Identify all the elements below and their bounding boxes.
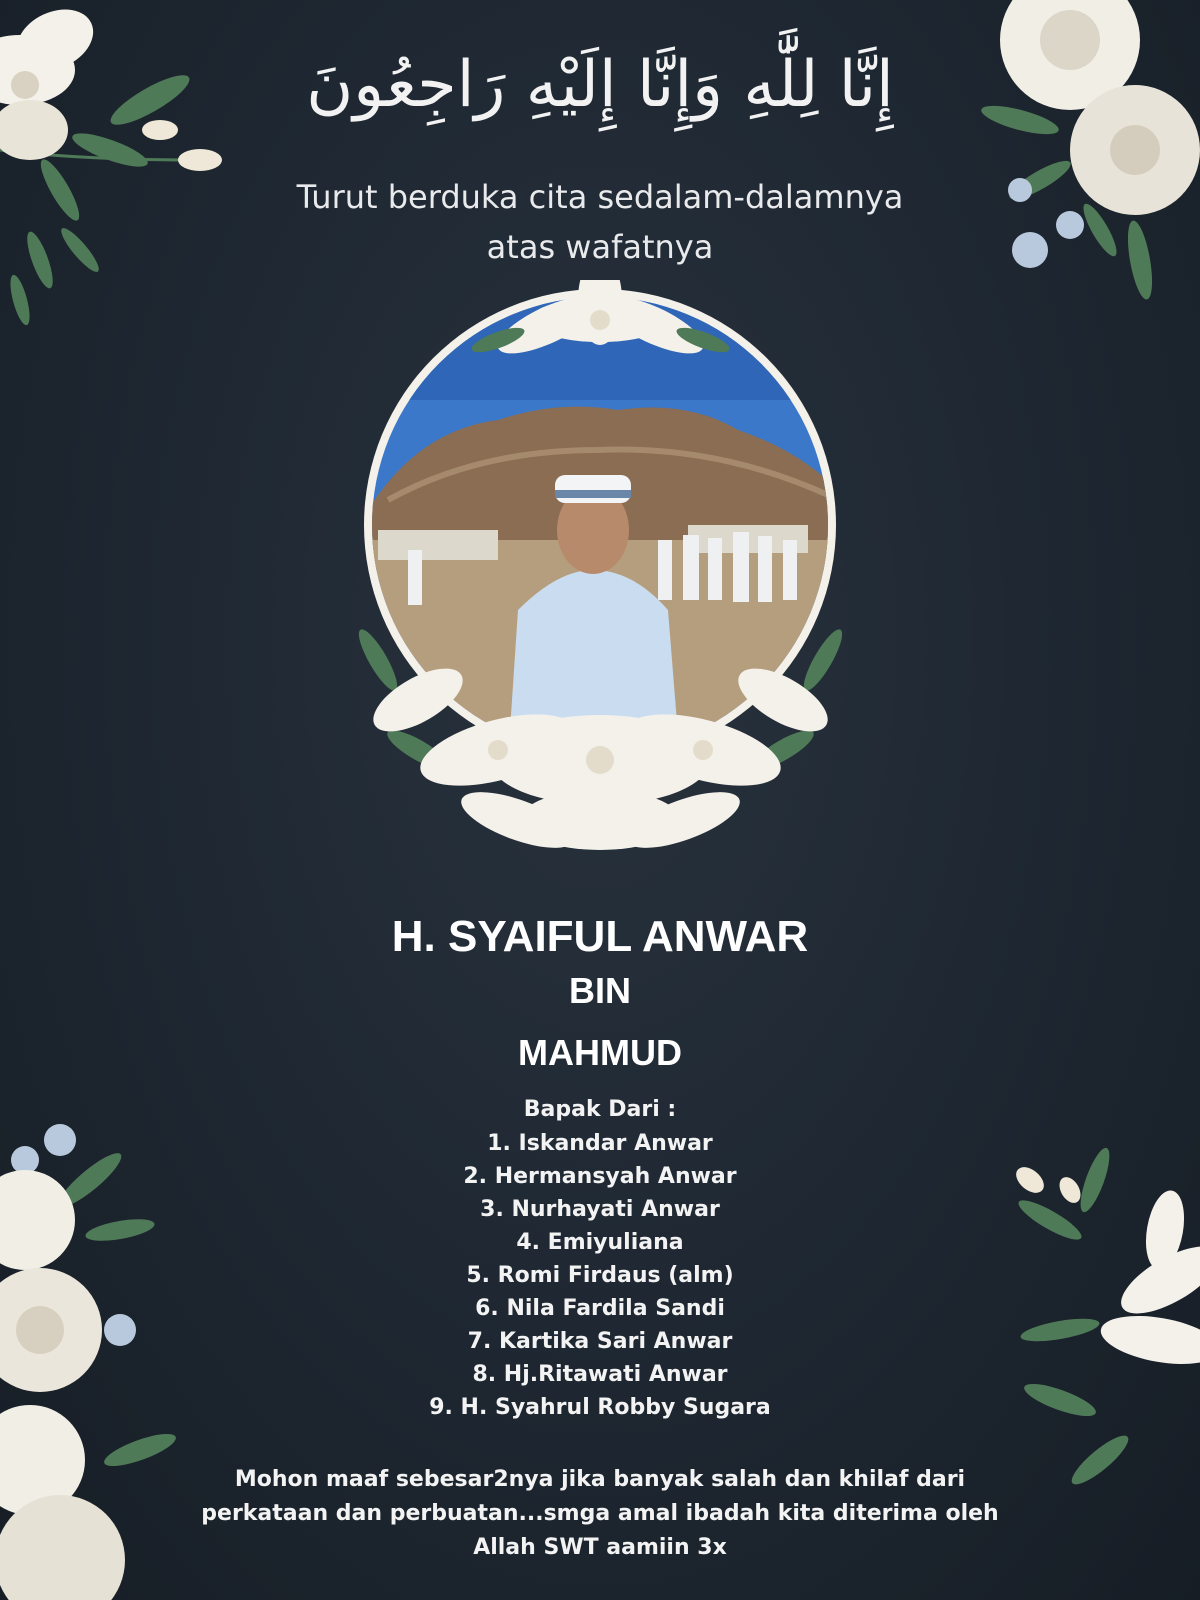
closing-line-1: Mohon maaf sebesar2nya jika banyak salah dan khilaf dari: [234, 1467, 966, 1492]
bud-icon: [142, 120, 222, 171]
closing-message: [150, 1463, 1050, 1565]
list-item: 8. Hj.Ritawati Anwar: [472, 1362, 728, 1387]
closing-line-3: Allah SWT aamiin 3x: [473, 1535, 727, 1560]
closing-line-2: perkataan dan perbuatan...smga amal ibadah kita diterima oleh: [201, 1501, 999, 1526]
condolence-line-2: atas wafatnya: [486, 228, 714, 266]
list-item: 1. Iskandar Anwar: [487, 1131, 713, 1156]
condolence-line-1: Turut berduka cita sedalam-dalamnya: [296, 178, 904, 216]
list-item: 6. Nila Fardila Sandi: [475, 1296, 725, 1321]
list-item: 5. Romi Firdaus (alm): [466, 1263, 734, 1288]
children-heading: Bapak Dari :: [523, 1097, 677, 1122]
portrait-wreath: [358, 280, 842, 860]
arabic-verse: إِنَّا لِلَّٰهِ وَإِنَّا إِلَيْهِ رَاجِعُونَ: [306, 48, 894, 122]
father-name: MAHMUD: [518, 1032, 682, 1073]
list-item: 2. Hermansyah Anwar: [463, 1164, 737, 1189]
list-item: 4. Emiyuliana: [516, 1230, 684, 1255]
list-item: 7. Kartika Sari Anwar: [467, 1329, 733, 1354]
list-item: 3. Nurhayati Anwar: [480, 1197, 720, 1222]
name-bin: BIN: [569, 970, 631, 1011]
list-item: 9. H. Syahrul Robby Sugara: [429, 1395, 771, 1420]
deceased-name: H. SYAIFUL ANWAR: [391, 912, 809, 961]
